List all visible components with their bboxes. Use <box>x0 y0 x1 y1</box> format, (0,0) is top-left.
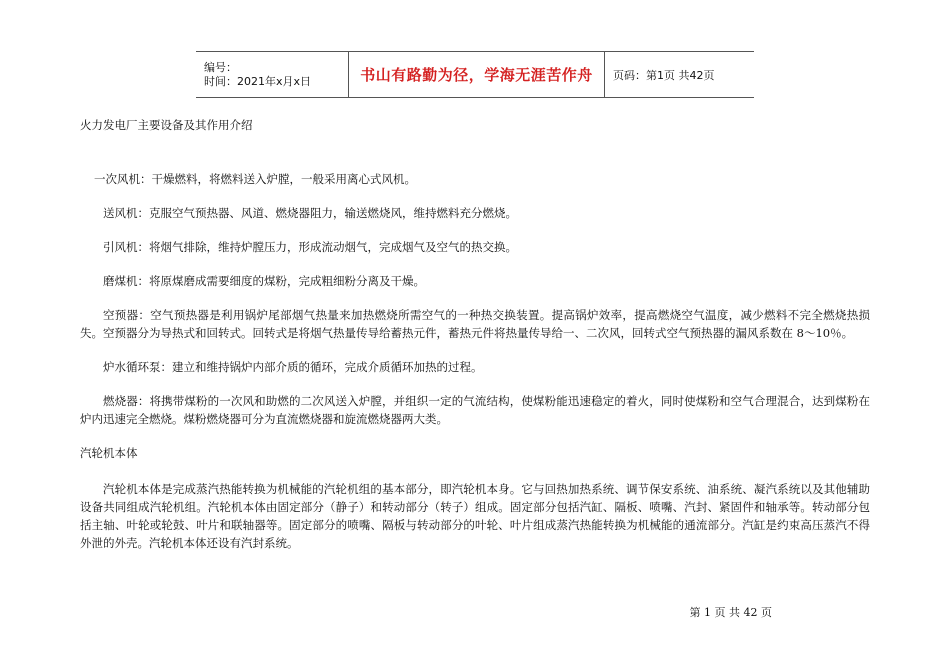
paragraph-coal-mill: 磨煤机：将原煤磨成需要细度的煤粉，完成粗细粉分离及干燥。 <box>103 274 425 288</box>
paragraph-burner: 燃烧器：将携带煤粉的一次风和助燃的二次风送入炉膛，并组织一定的气流结构，使煤粉能迅速稳定的着火，同时使煤粉和空气合理混合，达到煤粉在炉内迅速完全燃烧。煤粉燃烧器可分为直流燃烧器和旋流燃烧器两大类。 <box>80 394 870 426</box>
header-page-info: 页码：第1页 共42页 <box>605 52 755 98</box>
motto-text: 书山有路勤为径，学海无涯苦作舟 <box>360 66 593 84</box>
header-motto-cell <box>349 52 605 98</box>
paragraph-boiler-circulation-pump: 炉水循环泵：建立和维持锅炉内部介质的循环，完成介质循环加热的过程。 <box>103 360 483 374</box>
paragraph-induced-draft-fan: 引风机：将烟气排除，维持炉膛压力，形成流动烟气，完成烟气及空气的热交换。 <box>103 240 517 254</box>
paragraph-forced-draft-fan: 送风机：克服空气预热器、风道、燃烧器阻力，输送燃烧风，维持燃料充分燃烧。 <box>103 206 517 220</box>
paragraph-air-preheater: 空预器：空气预热器是利用锅炉尾部烟气热量来加热燃烧所需空气的一种热交换装置。提高锅炉效率，提高燃烧空气温度，减少燃料不完全燃烧热损失。空预器分为导热式和回转式。回转式是将烟气热量传导给蓄热元件，蓄热元件将热量传导给一、二次风，回转式空气预热器的漏风系数在 8～10％。 <box>80 308 870 340</box>
header-meta <box>196 52 349 98</box>
section-title: 汽轮机本体 <box>80 446 138 460</box>
document-title: 火力发电厂主要设备及其作用介绍 <box>80 118 253 132</box>
paragraph-turbine-body: 汽轮机本体是完成蒸汽热能转换为机械能的汽轮机组的基本部分，即汽轮机本身。它与回热加热系统、调节保安系统、油系统、凝汽系统以及其他辅助设备共同组成汽轮机组。汽轮机本体由固定部分（静子）和转动部分（转子）组成。固定部分包括汽缸、隔板、喷嘴、汽封、紧固件和轴承等。转动部分包括主轴、叶轮或轮鼓、叶片和联轴器等。固定部分的喷嘴、隔板与转动部分的叶轮、叶片组成蒸汽热能转换为机械能的通流部分。汽缸是约束高压蒸汽不得外泄的外壳。汽轮机本体还设有汽封系统。 <box>80 482 870 550</box>
number-label: 编号： <box>204 60 237 74</box>
page-footer: 第 1 页 共 42 页 <box>689 606 772 619</box>
document-body <box>80 116 870 568</box>
time-label: 时间：2021年x月x日 <box>204 74 312 88</box>
header-table <box>196 51 754 98</box>
paragraph-primary-fan: 一次风机：干燥燃料，将燃料送入炉膛，一般采用离心式风机。 <box>94 172 416 186</box>
